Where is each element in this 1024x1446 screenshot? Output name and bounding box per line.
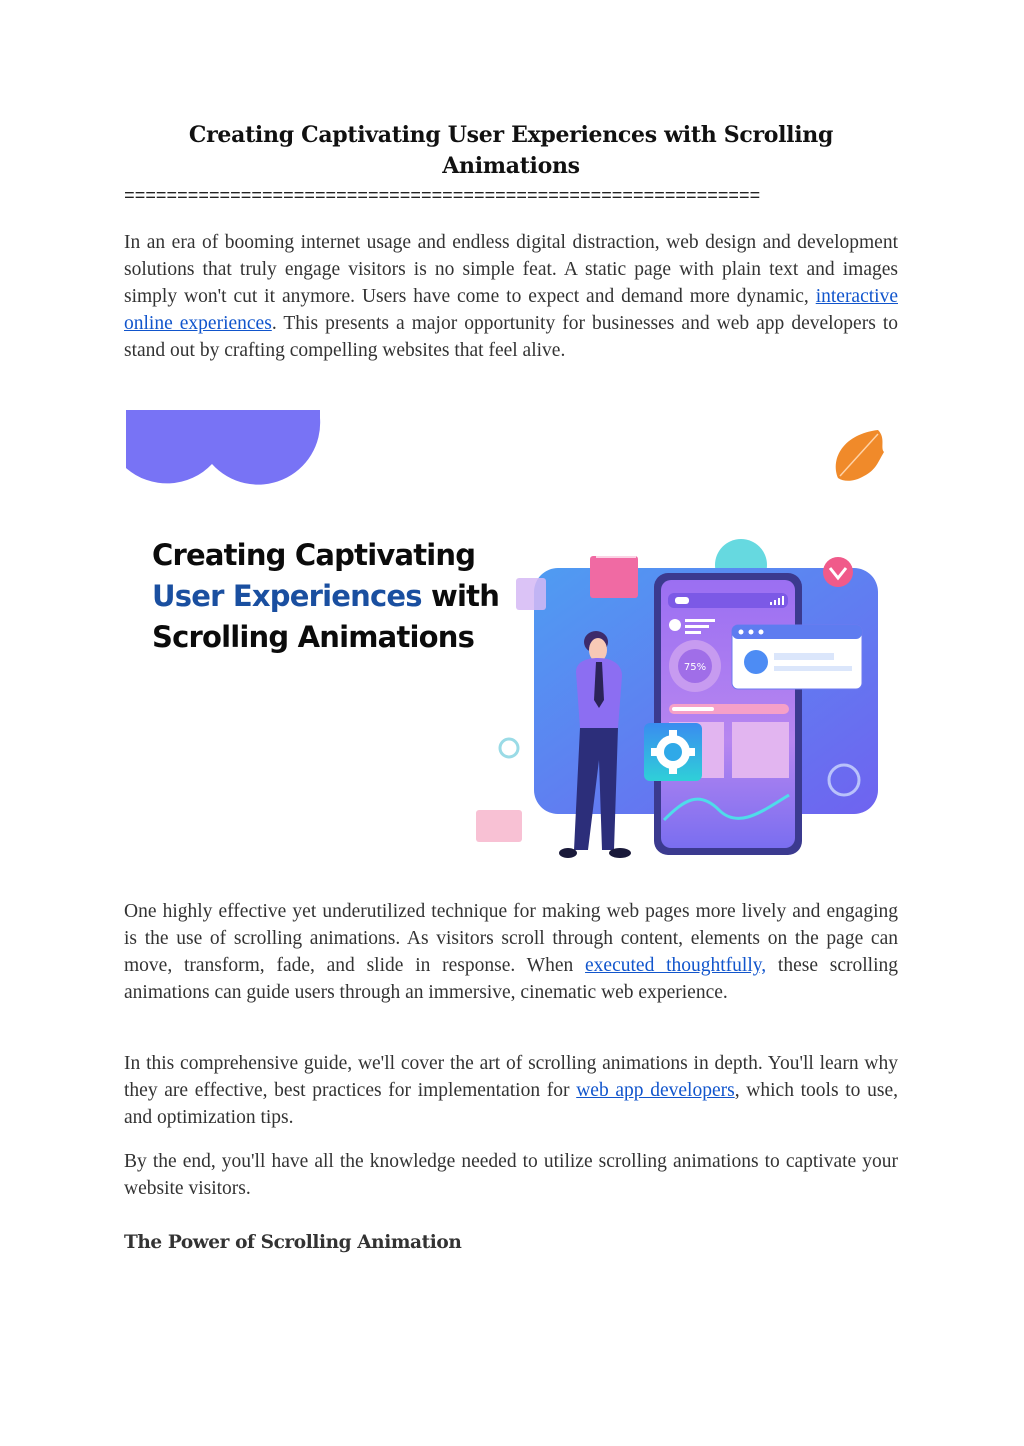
- title-line-2: Animations: [442, 153, 580, 179]
- folder-icon: [590, 550, 638, 598]
- link-web-app-developers[interactable]: web app developers: [576, 1080, 735, 1101]
- hero-title: [152, 535, 499, 658]
- hero-title-line-2: [152, 576, 499, 617]
- intro-paragraph: [124, 229, 898, 364]
- paragraph-text: these scrolling animations can guide users through an immersive, cinematic web experience.: [124, 955, 898, 1003]
- title-underline-rule: ============================================================: [124, 187, 761, 207]
- link-interactive-online-experiences[interactable]: interactive online experiences: [124, 286, 898, 334]
- cloud-shape-icon: [126, 410, 320, 485]
- chevron-down-icon: [823, 557, 853, 587]
- hero-title-rest: with: [421, 579, 500, 613]
- svg-text:75%: 75%: [683, 662, 707, 673]
- title-line-1: Creating Captivating User Experiences with Scrolling: [188, 122, 834, 148]
- hero-title-line-3: Scrolling Animations: [152, 620, 475, 654]
- paragraph-text: In this comprehensive guide, we'll cover the art of scrolling animations in depth. You'll learn why they are effective, best practices for implementation for: [124, 1053, 898, 1101]
- body-paragraph-3: [124, 1050, 898, 1131]
- document-title: [124, 120, 898, 182]
- hero-title-accent: User Experiences: [152, 579, 422, 613]
- body-paragraph-4: By the end, you'll have all the knowledge needed to utilize scrolling animations to captivate your website visitors.: [124, 1151, 898, 1199]
- body-paragraph-2: [124, 898, 898, 1006]
- battery-icon: [675, 597, 689, 604]
- paragraph-text: . This presents a major opportunity for businesses and web app developers to stand out by crafting compelling websites that feel alive.: [124, 313, 898, 361]
- hero-banner-image: [124, 410, 898, 870]
- paragraph-text: One highly effective yet underutilized technique for making web pages more lively and engaging is the use of scrolling animations. As visitors scroll through content, elements on the page can move, transform, fade, and slide in response. When: [124, 901, 898, 976]
- gear-icon: [644, 723, 702, 781]
- hero-title-line-1: Creating Captivating: [152, 538, 476, 572]
- section-heading: The Power of Scrolling Animation: [124, 1232, 462, 1253]
- paragraph-text: In an era of booming internet usage and endless digital distraction, web design and development solutions that truly engage visitors is no simple feat. A static page with plain text and images simply won't cut it anymore. Users have come to expect and demand more dynamic,: [124, 232, 898, 307]
- leaf-icon: [836, 430, 884, 481]
- paragraph-text: , which tools to use, and optimization tips.: [124, 1080, 898, 1128]
- link-executed-thoughtfully[interactable]: executed thoughtfully,: [585, 955, 767, 976]
